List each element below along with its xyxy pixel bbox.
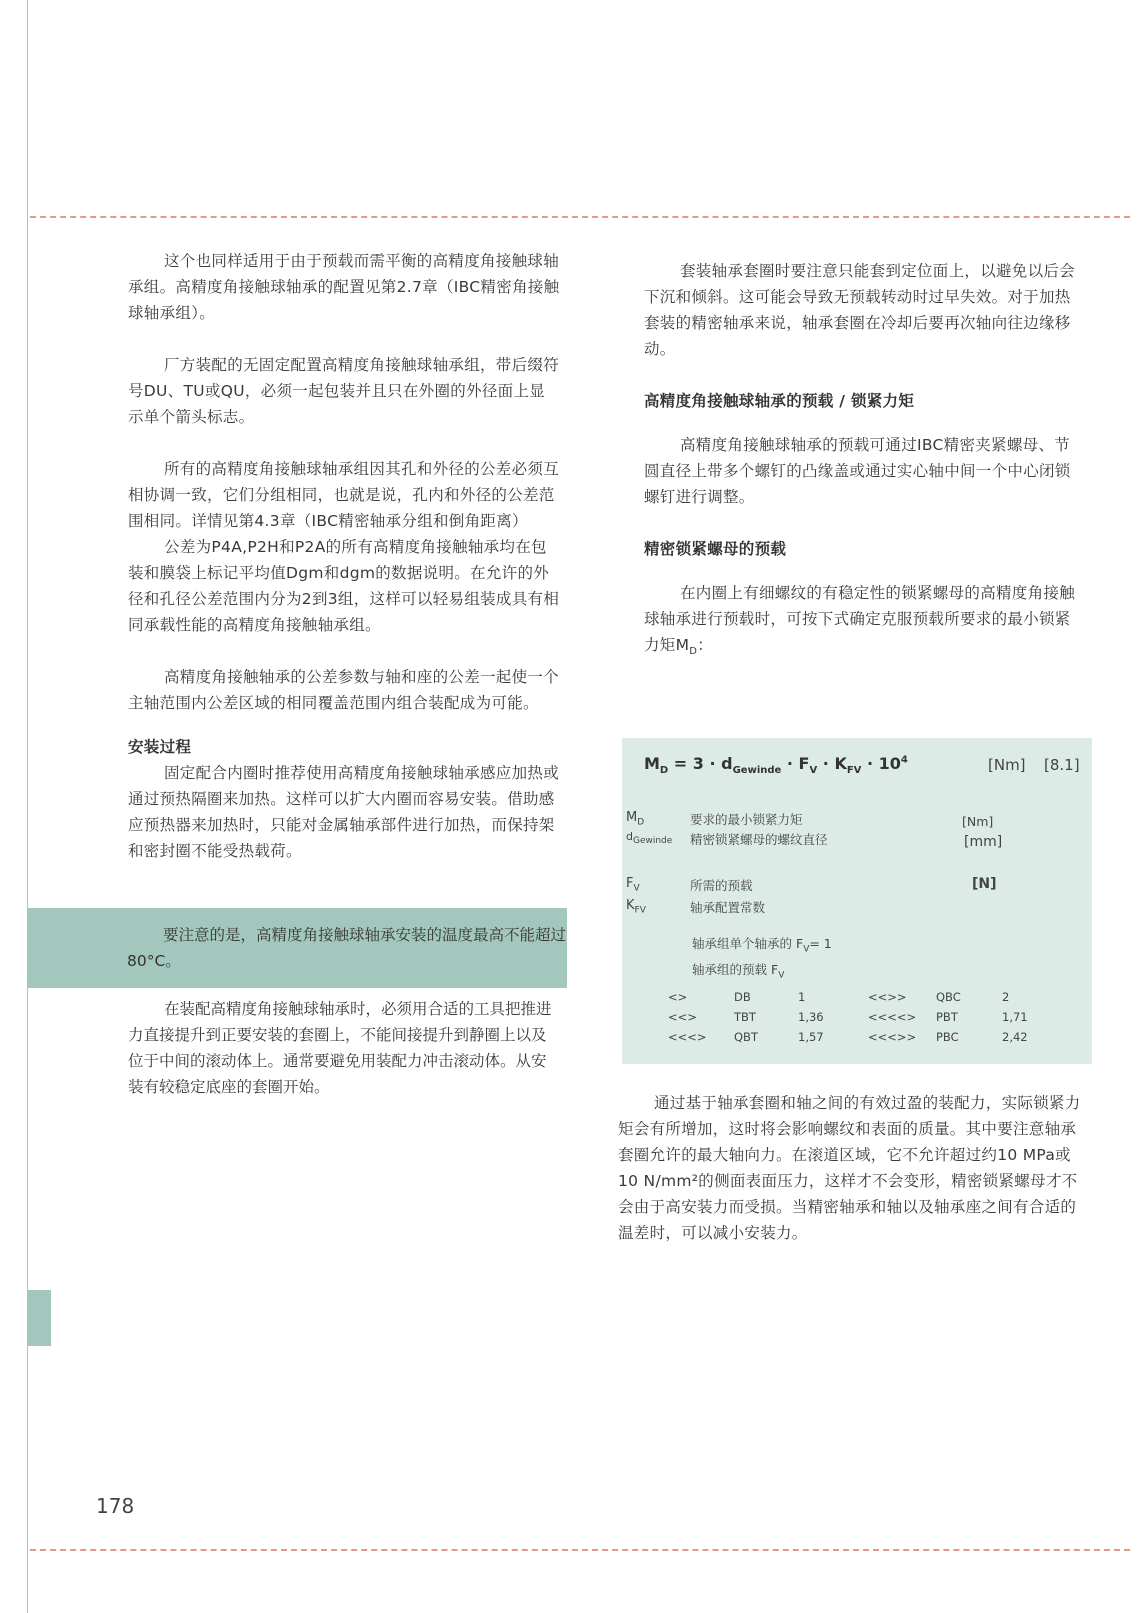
section-tab-marker (27, 1290, 51, 1346)
formula-equation: $M_D = 3 \cdot d_{Gewinde} \cdot F_V \cdot K_{FV} \cdot 10^4$ (644, 754, 908, 777)
page-number: 178 (96, 1494, 135, 1518)
paragraph: 通过基于轴承套圈和轴之间的有效过盈的装配力，实际锁紧力矩会有所增加，这时将会影响螺纹和表面的质量。其中要注意轴承套圈允许的最大轴向力。在滚道区域，它不允许超过约10 MPa或10 N/mm²的侧面表面压力，这样才不会变形，精密锁紧螺母才不会由于高安装力而受损。当精密轴承和轴以及轴承座之间有合适的温差时，可以减小安装力。 (618, 1094, 1081, 1242)
formula-box (622, 738, 1092, 1064)
kfv-table-cell: <<>> (868, 990, 907, 1004)
kfv-table-cell: 1 (798, 990, 806, 1004)
symbol-dg: $d_{Gewinde}$ (626, 830, 673, 847)
warning-text: 要注意的是，高精度角接触球轴承安装的温度最高不能超过80°C。 (127, 926, 567, 970)
fv-description: 所需的预载 (690, 878, 753, 893)
warning-box (27, 908, 567, 988)
symbol-kfv: $K_{FV}$ (626, 898, 646, 916)
kfv-table-cell: QBC (936, 990, 961, 1004)
dg-description: 精密锁紧螺母的螺纹直径 (690, 832, 828, 847)
section-heading: 精密锁紧螺母的预载 (644, 540, 787, 558)
kfv-table-cell: <<<<> (868, 1010, 917, 1024)
kfv-table-cell: 1,71 (1002, 1010, 1028, 1024)
page-edge-line (27, 0, 28, 1613)
kfv-table-cell: QBT (734, 1030, 758, 1044)
paragraph: 这个也同样适用于由于预载而需平衡的高精度角接触球轴承组。高精度角接触球轴承的配置见第2.7章（IBC精密角接触球轴承组）。 (128, 252, 560, 322)
top-dashed-rule (30, 216, 1130, 218)
group-preload-note: 轴承组的预载 $F_V$ (692, 962, 785, 981)
section-heading: 安装过程 (128, 738, 192, 756)
symbol-md: $M_D$ (626, 810, 645, 828)
paragraph: 固定配合内圈时推荐使用高精度角接触球轴承感应加热或通过预热隔圈来加热。这样可以扩大内圈而容易安装。借助感应预热器来加热时，只能对金属轴承部件进行加热，而保持架和密封圈不能受热载荷。 (128, 764, 560, 860)
formula-ref: [8.1] (1044, 756, 1080, 774)
kfv-table-cell: <> (668, 990, 688, 1004)
kfv-table-cell: PBT (936, 1010, 958, 1024)
paragraph: 高精度角接触轴承的公差参数与轴和座的公差一起使一个主轴范围内公差区域的相同覆盖范围内组合装配成为可能。 (128, 668, 560, 712)
symbol-fv: $F_V$ (626, 876, 640, 894)
kfv-table-cell: TBT (734, 1010, 756, 1024)
kfv-description: 轴承配置常数 (690, 900, 766, 915)
bottom-dashed-rule (30, 1549, 1130, 1551)
paragraph: 公差为P4A,P2H和P2A的所有高精度角接触轴承均在包装和膜袋上标记平均值Dgm和dgm的数据说明。在允许的外径和孔径公差范围内分为2到3组，这样可以轻易组装成具有相同承载性能的高精度角接触轴承组。 (128, 538, 560, 634)
paragraph: 厂方装配的无固定配置高精度角接触球轴承组，带后缀符号DU、TU或QU，必须一起包装并且只在外圈的外径面上显示单个箭头标志。 (128, 356, 560, 426)
kfv-table-cell: <<<> (668, 1030, 707, 1044)
md-description: 要求的最小锁紧力矩 (690, 812, 803, 827)
kfv-table-cell: 1,57 (798, 1030, 824, 1044)
paragraph: 套装轴承套圈时要注意只能套到定位面上，以避免以后会下沉和倾斜。这可能会导致无预载转动时过早失效。对于加热套装的精密轴承来说，轴承套圈在冷却后要再次轴向往边缘移动。 (644, 262, 1076, 358)
paragraph: 所有的高精度角接触球轴承组因其孔和外径的公差必须互相协调一致，它们分组相同，也就是说，孔内和外径的公差范围相同。详情见第4.3章（IBC精密轴承分组和倒角距离） (128, 460, 560, 530)
formula-unit: [Nm] (988, 756, 1026, 774)
kfv-table-cell: PBC (936, 1030, 959, 1044)
paragraph: 高精度角接触球轴承的预载可通过IBC精密夹紧螺母、节圆直径上带多个螺钉的凸缘盖或通过实心轴中间一个中心闭锁螺钉进行调整。 (644, 436, 1071, 506)
kfv-table-cell: 2,42 (1002, 1030, 1028, 1044)
right-column-continued (618, 1090, 1088, 1246)
left-column-continued (128, 996, 560, 1100)
paragraph: 在装配高精度角接触球轴承时，必须用合适的工具把推进力直接提升到正要安装的套圈上，不能间接提升到静圈上以及位于中间的滚动体上。通常要避免用装配力冲击滚动体。从安装有较稳定底座的套圈开始。 (128, 1000, 552, 1096)
kfv-table-cell: <<> (668, 1010, 697, 1024)
paragraph: 在内圈上有细螺纹的有稳定性的锁紧螺母的高精度角接触球轴承进行预载时，可按下式确定克服预载所要求的最小锁紧力矩$M_D$： (644, 584, 1076, 658)
dg-unit: [mm] (964, 834, 1003, 850)
kfv-table-cell: 2 (1002, 990, 1010, 1004)
md-unit: [Nm] (962, 814, 994, 829)
single-bearing-note: 轴承组单个轴承的 $F_V= 1$ (692, 936, 832, 955)
right-column (644, 258, 1084, 665)
section-heading: 高精度角接触球轴承的预载 / 锁紧力矩 (644, 392, 915, 410)
fv-unit: [N] (972, 876, 997, 892)
kfv-table-cell: 1,36 (798, 1010, 824, 1024)
kfv-table-cell: <<<>> (868, 1030, 917, 1044)
kfv-table-cell: DB (734, 990, 751, 1004)
left-column (128, 248, 560, 864)
